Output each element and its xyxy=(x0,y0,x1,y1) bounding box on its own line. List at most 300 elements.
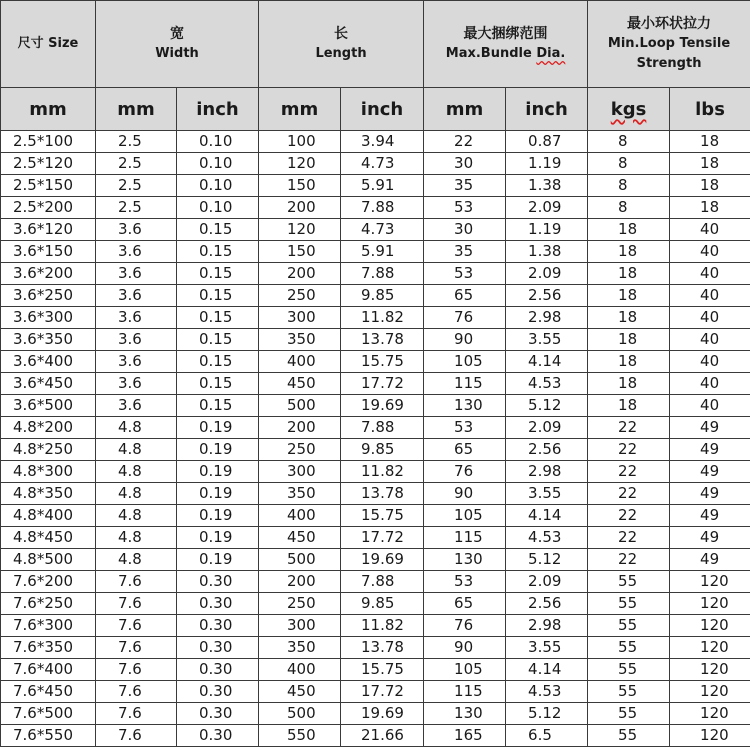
unit-lbs: lbs xyxy=(670,88,750,131)
bundle-dia-inch-cell: 4.53 xyxy=(506,373,588,395)
table-row xyxy=(1,219,750,241)
width-mm-cell: 3.6 xyxy=(96,307,177,329)
length-inch-cell: 13.78 xyxy=(341,637,424,659)
size-cell: 3.6*350 xyxy=(1,329,96,351)
length-inch-cell: 9.85 xyxy=(341,593,424,615)
unit-length-mm: mm xyxy=(259,88,341,131)
bundle-dia-inch-cell: 2.56 xyxy=(506,593,588,615)
bundle-dia-inch-cell: 2.56 xyxy=(506,439,588,461)
bundle-dia-inch-cell: 2.09 xyxy=(506,263,588,285)
length-inch-cell: 19.69 xyxy=(341,549,424,571)
tensile-lbs-cell: 18 xyxy=(670,131,750,153)
tensile-kgs-cell: 22 xyxy=(588,461,670,483)
table-row xyxy=(1,417,750,439)
width-mm-cell: 4.8 xyxy=(96,483,177,505)
length-header-zh: 长 xyxy=(334,26,349,42)
length-inch-cell: 13.78 xyxy=(341,483,424,505)
bundle-dia-inch-cell: 1.38 xyxy=(506,175,588,197)
bundle-dia-inch-cell: 2.98 xyxy=(506,461,588,483)
bundle-dia-mm-cell: 53 xyxy=(424,263,506,285)
width-mm-cell: 7.6 xyxy=(96,659,177,681)
tensile-kgs-cell: 55 xyxy=(588,637,670,659)
tensile-lbs-cell: 120 xyxy=(670,571,750,593)
width-inch-cell: 0.30 xyxy=(177,659,259,681)
bundle-dia-header-en-b: Dia. xyxy=(536,46,566,61)
length-inch-cell: 7.88 xyxy=(341,197,424,219)
width-mm-cell: 2.5 xyxy=(96,197,177,219)
width-mm-cell: 3.6 xyxy=(96,285,177,307)
length-inch-cell: 17.72 xyxy=(341,373,424,395)
width-mm-cell: 7.6 xyxy=(96,615,177,637)
tensile-kgs-cell: 55 xyxy=(588,571,670,593)
length-inch-cell: 17.72 xyxy=(341,527,424,549)
width-inch-cell: 0.15 xyxy=(177,351,259,373)
table-row xyxy=(1,241,750,263)
width-inch-cell: 0.19 xyxy=(177,549,259,571)
width-mm-cell: 3.6 xyxy=(96,241,177,263)
length-header-en: Length xyxy=(315,46,367,61)
bundle-dia-mm-cell: 130 xyxy=(424,703,506,725)
width-inch-cell: 0.15 xyxy=(177,329,259,351)
width-mm-cell: 4.8 xyxy=(96,549,177,571)
size-cell: 3.6*120 xyxy=(1,219,96,241)
length-inch-cell: 9.85 xyxy=(341,439,424,461)
tensile-kgs-cell: 22 xyxy=(588,417,670,439)
width-mm-cell: 4.8 xyxy=(96,505,177,527)
length-mm-cell: 450 xyxy=(259,373,341,395)
length-inch-cell: 11.82 xyxy=(341,307,424,329)
bundle-dia-inch-cell: 2.09 xyxy=(506,197,588,219)
bundle-dia-mm-cell: 53 xyxy=(424,571,506,593)
tensile-lbs-cell: 120 xyxy=(670,637,750,659)
length-mm-cell: 500 xyxy=(259,703,341,725)
table-row xyxy=(1,395,750,417)
length-inch-cell: 15.75 xyxy=(341,659,424,681)
size-cell: 2.5*150 xyxy=(1,175,96,197)
width-inch-cell: 0.10 xyxy=(177,131,259,153)
size-cell: 7.6*550 xyxy=(1,725,96,747)
table-row xyxy=(1,461,750,483)
length-mm-cell: 450 xyxy=(259,527,341,549)
bundle-dia-mm-cell: 53 xyxy=(424,197,506,219)
table-row xyxy=(1,197,750,219)
bundle-dia-mm-cell: 130 xyxy=(424,549,506,571)
width-inch-cell: 0.15 xyxy=(177,285,259,307)
width-mm-cell: 3.6 xyxy=(96,395,177,417)
width-header-en: Width xyxy=(155,46,199,61)
size-cell: 4.8*450 xyxy=(1,527,96,549)
width-inch-cell: 0.19 xyxy=(177,505,259,527)
unit-size: mm xyxy=(1,88,96,131)
bundle-dia-mm-cell: 130 xyxy=(424,395,506,417)
size-header: 尺寸 Size xyxy=(1,1,96,88)
bundle-dia-inch-cell: 1.19 xyxy=(506,219,588,241)
length-mm-cell: 350 xyxy=(259,483,341,505)
length-mm-cell: 120 xyxy=(259,219,341,241)
width-header xyxy=(96,1,259,88)
tensile-lbs-cell: 49 xyxy=(670,439,750,461)
length-mm-cell: 200 xyxy=(259,197,341,219)
table-row xyxy=(1,175,750,197)
tensile-kgs-cell: 18 xyxy=(588,373,670,395)
size-cell: 7.6*200 xyxy=(1,571,96,593)
unit-width-inch: inch xyxy=(177,88,259,131)
bundle-dia-mm-cell: 90 xyxy=(424,483,506,505)
size-cell: 3.6*400 xyxy=(1,351,96,373)
width-inch-cell: 0.30 xyxy=(177,571,259,593)
tensile-kgs-cell: 18 xyxy=(588,307,670,329)
length-mm-cell: 400 xyxy=(259,505,341,527)
tensile-kgs-cell: 55 xyxy=(588,659,670,681)
width-mm-cell: 3.6 xyxy=(96,351,177,373)
bundle-dia-inch-cell: 2.98 xyxy=(506,615,588,637)
bundle-dia-inch-cell: 5.12 xyxy=(506,549,588,571)
bundle-dia-mm-cell: 115 xyxy=(424,681,506,703)
width-mm-cell: 3.6 xyxy=(96,373,177,395)
length-inch-cell: 7.88 xyxy=(341,571,424,593)
bundle-dia-inch-cell: 2.98 xyxy=(506,307,588,329)
size-cell: 7.6*400 xyxy=(1,659,96,681)
tensile-lbs-cell: 40 xyxy=(670,263,750,285)
width-mm-cell: 7.6 xyxy=(96,703,177,725)
bundle-dia-mm-cell: 105 xyxy=(424,659,506,681)
bundle-dia-mm-cell: 90 xyxy=(424,637,506,659)
bundle-dia-inch-cell: 4.14 xyxy=(506,351,588,373)
size-cell: 4.8*200 xyxy=(1,417,96,439)
width-inch-cell: 0.30 xyxy=(177,725,259,747)
size-cell: 3.6*150 xyxy=(1,241,96,263)
length-header xyxy=(259,1,424,88)
width-mm-cell: 2.5 xyxy=(96,175,177,197)
size-cell: 2.5*200 xyxy=(1,197,96,219)
length-inch-cell: 15.75 xyxy=(341,505,424,527)
tensile-kgs-cell: 18 xyxy=(588,329,670,351)
bundle-dia-mm-cell: 65 xyxy=(424,439,506,461)
table-row xyxy=(1,483,750,505)
unit-length-inch: inch xyxy=(341,88,424,131)
length-inch-cell: 5.91 xyxy=(341,175,424,197)
unit-width-mm: mm xyxy=(96,88,177,131)
table-row xyxy=(1,615,750,637)
bundle-dia-mm-cell: 30 xyxy=(424,153,506,175)
bundle-dia-mm-cell: 35 xyxy=(424,175,506,197)
tensile-lbs-cell: 40 xyxy=(670,373,750,395)
tensile-lbs-cell: 49 xyxy=(670,461,750,483)
bundle-dia-inch-cell: 4.53 xyxy=(506,681,588,703)
width-inch-cell: 0.19 xyxy=(177,527,259,549)
tensile-header-zh: 最小环状拉力 xyxy=(627,16,712,32)
size-cell: 4.8*500 xyxy=(1,549,96,571)
tensile-lbs-cell: 120 xyxy=(670,615,750,637)
bundle-dia-inch-cell: 4.53 xyxy=(506,527,588,549)
tensile-lbs-cell: 40 xyxy=(670,395,750,417)
size-cell: 4.8*250 xyxy=(1,439,96,461)
width-inch-cell: 0.30 xyxy=(177,615,259,637)
table-row xyxy=(1,725,750,747)
tensile-kgs-cell: 55 xyxy=(588,593,670,615)
width-mm-cell: 7.6 xyxy=(96,681,177,703)
unit-dia-mm: mm xyxy=(424,88,506,131)
bundle-dia-header-zh: 最大捆绑范围 xyxy=(463,26,548,42)
tensile-lbs-cell: 49 xyxy=(670,483,750,505)
bundle-dia-inch-cell: 0.87 xyxy=(506,131,588,153)
length-inch-cell: 11.82 xyxy=(341,461,424,483)
table-row xyxy=(1,131,750,153)
table-row xyxy=(1,329,750,351)
table-header xyxy=(1,1,750,131)
width-inch-cell: 0.30 xyxy=(177,681,259,703)
table-row xyxy=(1,307,750,329)
width-inch-cell: 0.19 xyxy=(177,461,259,483)
length-mm-cell: 500 xyxy=(259,549,341,571)
width-inch-cell: 0.19 xyxy=(177,439,259,461)
width-mm-cell: 7.6 xyxy=(96,593,177,615)
table-body xyxy=(1,131,750,747)
table-row xyxy=(1,593,750,615)
bundle-dia-mm-cell: 76 xyxy=(424,307,506,329)
length-mm-cell: 200 xyxy=(259,571,341,593)
tensile-kgs-cell: 22 xyxy=(588,527,670,549)
length-mm-cell: 150 xyxy=(259,175,341,197)
tensile-kgs-cell: 55 xyxy=(588,703,670,725)
width-inch-cell: 0.10 xyxy=(177,175,259,197)
table-row xyxy=(1,571,750,593)
bundle-dia-inch-cell: 3.55 xyxy=(506,483,588,505)
width-mm-cell: 2.5 xyxy=(96,131,177,153)
tensile-header-en2: Strength xyxy=(636,56,702,71)
width-mm-cell: 4.8 xyxy=(96,439,177,461)
bundle-dia-mm-cell: 53 xyxy=(424,417,506,439)
tensile-lbs-cell: 49 xyxy=(670,549,750,571)
tensile-kgs-cell: 18 xyxy=(588,395,670,417)
table-row xyxy=(1,285,750,307)
length-mm-cell: 500 xyxy=(259,395,341,417)
length-mm-cell: 200 xyxy=(259,417,341,439)
length-inch-cell: 15.75 xyxy=(341,351,424,373)
size-cell: 3.6*200 xyxy=(1,263,96,285)
width-inch-cell: 0.30 xyxy=(177,703,259,725)
width-mm-cell: 3.6 xyxy=(96,329,177,351)
width-mm-cell: 4.8 xyxy=(96,527,177,549)
length-mm-cell: 150 xyxy=(259,241,341,263)
tensile-lbs-cell: 40 xyxy=(670,219,750,241)
length-mm-cell: 450 xyxy=(259,681,341,703)
tensile-header xyxy=(588,1,750,88)
width-mm-cell: 2.5 xyxy=(96,153,177,175)
tensile-lbs-cell: 18 xyxy=(670,197,750,219)
bundle-dia-header-en-a: Max.Bundle xyxy=(445,46,537,61)
length-inch-cell: 9.85 xyxy=(341,285,424,307)
unit-dia-inch: inch xyxy=(506,88,588,131)
width-inch-cell: 0.19 xyxy=(177,483,259,505)
tensile-kgs-cell: 55 xyxy=(588,615,670,637)
length-mm-cell: 400 xyxy=(259,659,341,681)
table-row xyxy=(1,373,750,395)
table-row xyxy=(1,263,750,285)
bundle-dia-mm-cell: 76 xyxy=(424,461,506,483)
bundle-dia-inch-cell: 4.14 xyxy=(506,505,588,527)
bundle-dia-mm-cell: 90 xyxy=(424,329,506,351)
table-row xyxy=(1,351,750,373)
width-inch-cell: 0.15 xyxy=(177,263,259,285)
width-mm-cell: 4.8 xyxy=(96,417,177,439)
table-row xyxy=(1,439,750,461)
table-row xyxy=(1,505,750,527)
tensile-lbs-cell: 49 xyxy=(670,527,750,549)
tensile-kgs-cell: 18 xyxy=(588,241,670,263)
size-cell: 3.6*250 xyxy=(1,285,96,307)
tensile-lbs-cell: 40 xyxy=(670,285,750,307)
tensile-lbs-cell: 40 xyxy=(670,307,750,329)
bundle-dia-mm-cell: 65 xyxy=(424,593,506,615)
bundle-dia-mm-cell: 115 xyxy=(424,527,506,549)
tensile-kgs-cell: 18 xyxy=(588,263,670,285)
length-inch-cell: 5.91 xyxy=(341,241,424,263)
table-row xyxy=(1,153,750,175)
bundle-dia-mm-cell: 30 xyxy=(424,219,506,241)
size-cell: 7.6*350 xyxy=(1,637,96,659)
width-mm-cell: 3.6 xyxy=(96,263,177,285)
width-mm-cell: 4.8 xyxy=(96,461,177,483)
unit-kgs xyxy=(588,88,670,131)
unit-kgs-text: kgs xyxy=(610,98,647,120)
width-inch-cell: 0.19 xyxy=(177,417,259,439)
tensile-kgs-cell: 22 xyxy=(588,483,670,505)
length-mm-cell: 200 xyxy=(259,263,341,285)
table-row xyxy=(1,659,750,681)
width-mm-cell: 7.6 xyxy=(96,571,177,593)
length-mm-cell: 550 xyxy=(259,725,341,747)
size-cell: 7.6*500 xyxy=(1,703,96,725)
width-inch-cell: 0.15 xyxy=(177,373,259,395)
tensile-kgs-cell: 22 xyxy=(588,505,670,527)
tensile-lbs-cell: 120 xyxy=(670,681,750,703)
table-row xyxy=(1,681,750,703)
size-cell: 4.8*300 xyxy=(1,461,96,483)
size-cell: 7.6*300 xyxy=(1,615,96,637)
header-row-titles xyxy=(1,1,750,88)
size-cell: 4.8*350 xyxy=(1,483,96,505)
tensile-kgs-cell: 8 xyxy=(588,197,670,219)
width-inch-cell: 0.10 xyxy=(177,153,259,175)
length-mm-cell: 100 xyxy=(259,131,341,153)
tensile-kgs-cell: 8 xyxy=(588,153,670,175)
table-row xyxy=(1,637,750,659)
width-inch-cell: 0.30 xyxy=(177,593,259,615)
bundle-dia-mm-cell: 76 xyxy=(424,615,506,637)
tensile-kgs-cell: 18 xyxy=(588,351,670,373)
bundle-dia-mm-cell: 105 xyxy=(424,505,506,527)
width-mm-cell: 7.6 xyxy=(96,637,177,659)
width-header-zh: 宽 xyxy=(170,26,184,42)
tensile-kgs-cell: 8 xyxy=(588,131,670,153)
bundle-dia-inch-cell: 5.12 xyxy=(506,395,588,417)
length-mm-cell: 400 xyxy=(259,351,341,373)
tensile-kgs-cell: 18 xyxy=(588,219,670,241)
length-mm-cell: 250 xyxy=(259,439,341,461)
tensile-kgs-cell: 55 xyxy=(588,725,670,747)
length-inch-cell: 4.73 xyxy=(341,219,424,241)
bundle-dia-header xyxy=(424,1,588,88)
bundle-dia-mm-cell: 22 xyxy=(424,131,506,153)
width-inch-cell: 0.10 xyxy=(177,197,259,219)
width-inch-cell: 0.15 xyxy=(177,241,259,263)
length-mm-cell: 120 xyxy=(259,153,341,175)
tensile-lbs-cell: 40 xyxy=(670,351,750,373)
size-cell: 7.6*250 xyxy=(1,593,96,615)
tensile-lbs-cell: 40 xyxy=(670,241,750,263)
length-inch-cell: 3.94 xyxy=(341,131,424,153)
width-inch-cell: 0.30 xyxy=(177,637,259,659)
tensile-kgs-cell: 22 xyxy=(588,549,670,571)
length-mm-cell: 350 xyxy=(259,329,341,351)
length-inch-cell: 7.88 xyxy=(341,263,424,285)
bundle-dia-mm-cell: 165 xyxy=(424,725,506,747)
bundle-dia-inch-cell: 4.14 xyxy=(506,659,588,681)
table-row xyxy=(1,703,750,725)
length-inch-cell: 21.66 xyxy=(341,725,424,747)
size-cell: 3.6*450 xyxy=(1,373,96,395)
table-row xyxy=(1,527,750,549)
width-mm-cell: 3.6 xyxy=(96,219,177,241)
bundle-dia-header-en xyxy=(424,44,587,64)
length-inch-cell: 13.78 xyxy=(341,329,424,351)
width-inch-cell: 0.15 xyxy=(177,219,259,241)
tensile-lbs-cell: 49 xyxy=(670,505,750,527)
length-mm-cell: 300 xyxy=(259,461,341,483)
tensile-kgs-cell: 55 xyxy=(588,681,670,703)
bundle-dia-inch-cell: 3.55 xyxy=(506,329,588,351)
length-inch-cell: 11.82 xyxy=(341,615,424,637)
length-mm-cell: 250 xyxy=(259,285,341,307)
tensile-kgs-cell: 8 xyxy=(588,175,670,197)
tensile-lbs-cell: 120 xyxy=(670,725,750,747)
tensile-lbs-cell: 18 xyxy=(670,175,750,197)
tensile-lbs-cell: 120 xyxy=(670,659,750,681)
bundle-dia-inch-cell: 2.09 xyxy=(506,571,588,593)
tensile-kgs-cell: 18 xyxy=(588,285,670,307)
size-cell: 4.8*400 xyxy=(1,505,96,527)
size-cell: 2.5*120 xyxy=(1,153,96,175)
length-mm-cell: 300 xyxy=(259,615,341,637)
size-cell: 3.6*500 xyxy=(1,395,96,417)
length-inch-cell: 7.88 xyxy=(341,417,424,439)
length-inch-cell: 4.73 xyxy=(341,153,424,175)
length-inch-cell: 19.69 xyxy=(341,703,424,725)
tensile-lbs-cell: 18 xyxy=(670,153,750,175)
bundle-dia-inch-cell: 1.19 xyxy=(506,153,588,175)
bundle-dia-inch-cell: 5.12 xyxy=(506,703,588,725)
size-cell: 3.6*300 xyxy=(1,307,96,329)
width-inch-cell: 0.15 xyxy=(177,395,259,417)
tensile-kgs-cell: 22 xyxy=(588,439,670,461)
length-mm-cell: 300 xyxy=(259,307,341,329)
tensile-lbs-cell: 120 xyxy=(670,703,750,725)
width-inch-cell: 0.15 xyxy=(177,307,259,329)
bundle-dia-mm-cell: 35 xyxy=(424,241,506,263)
length-mm-cell: 350 xyxy=(259,637,341,659)
length-inch-cell: 17.72 xyxy=(341,681,424,703)
tensile-header-en: Min.Loop Tensile xyxy=(607,36,731,51)
header-row-units xyxy=(1,88,750,131)
table-row xyxy=(1,549,750,571)
bundle-dia-inch-cell: 1.38 xyxy=(506,241,588,263)
length-inch-cell: 19.69 xyxy=(341,395,424,417)
tensile-lbs-cell: 40 xyxy=(670,329,750,351)
length-mm-cell: 250 xyxy=(259,593,341,615)
bundle-dia-mm-cell: 115 xyxy=(424,373,506,395)
tensile-lbs-cell: 49 xyxy=(670,417,750,439)
